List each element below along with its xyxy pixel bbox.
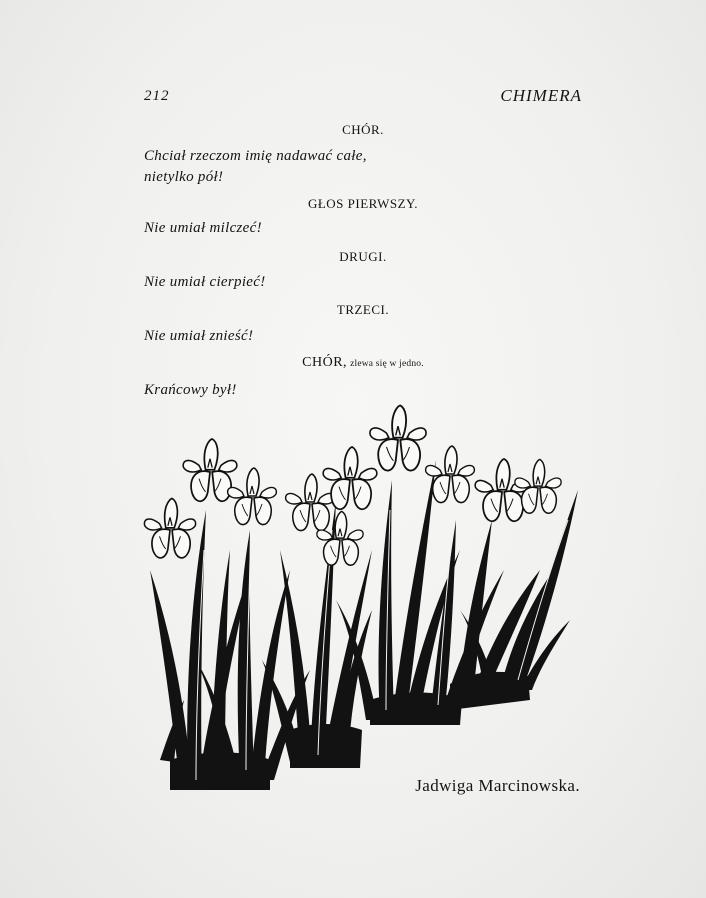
speaker-heading-with-direction [144, 354, 582, 371]
speaker-heading: TRZECI. [336, 302, 390, 317]
speaker-name: CHÓR, [302, 355, 348, 370]
verse-line: Nie umiał znieść! [144, 328, 254, 344]
speaker-heading: CHÓR. [342, 122, 384, 137]
speaker-heading: GŁOS PIERWSZY. [307, 196, 419, 211]
speaker-heading: DRUGI. [339, 249, 387, 264]
author-signature: Jadwiga Marcinowska. [415, 776, 580, 795]
stage-direction: zlewa się w jedno. [350, 359, 424, 369]
page-number: 212 [144, 88, 170, 104]
verse-line: Krańcowy był! [144, 382, 237, 398]
iris-illustration [140, 400, 590, 800]
verse-line: Nie umiał cierpieć! [144, 274, 266, 290]
verse-line: Chciał rzeczom imię nadawać całe, [144, 148, 367, 164]
running-head: CHIMERA [500, 86, 582, 105]
verse-line: Nie umiał milczeć! [144, 220, 262, 236]
iris-blooms [144, 406, 561, 566]
verse-line: nietylko pół! [144, 169, 224, 185]
